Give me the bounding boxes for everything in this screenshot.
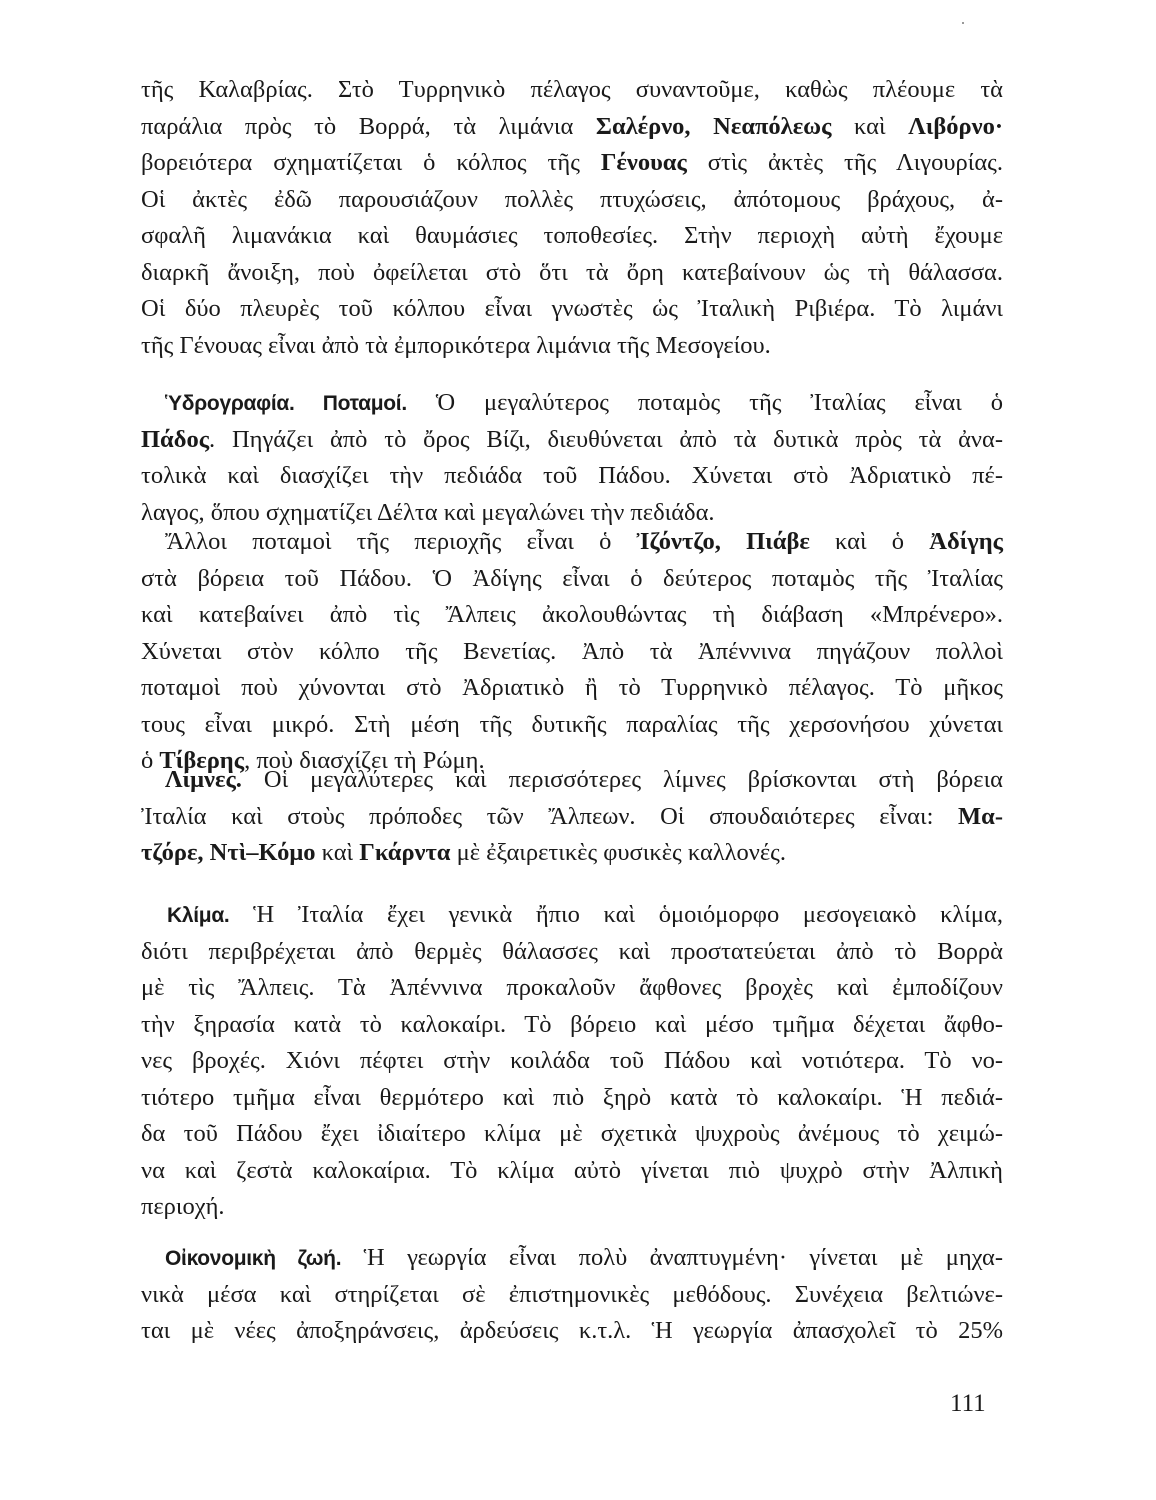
bold-term: τζόρε, Ντὶ–Κόμο [141,839,316,866]
paragraph-other-rivers [141,524,1003,780]
text-run: τους εἶναι μικρό. Στὴ μέση τῆς δυτικῆς παραλίας τῆς χερσονήσου χύνεται [141,710,1003,738]
paragraph-climate [141,897,1003,1226]
text-run: μὲ ἐξαιρετικὲς φυσικὲς καλλονές. [450,839,786,866]
text-line [141,218,1003,255]
text-run: Ἡ Ἰταλία ἔχει γενικὰ ἤπιο καὶ ὁμοιόμορφο μεσογειακὸ κλίμα, [229,901,1003,928]
text-run: νες βροχές. Χιόνι πέφτει στὴν κοιλάδα τοῦ Πάδου καὶ νοτιότερα. Τὸ νο- [141,1047,1003,1074]
text-line [141,707,1003,744]
paragraph-economy [141,1240,1003,1350]
text-line [141,422,1003,459]
text-run: Οἱ μεγαλύτερες καὶ περισσότερες λίμνες βρίσκονται στὴ βόρεια [241,766,1003,793]
text-line [141,182,1003,219]
section-heading: Οἰκονομικὴ ζωή. [165,1247,342,1270]
text-line [141,799,1003,836]
text-line [141,1043,1003,1080]
text-line [141,897,1003,934]
bold-term: Πάδος [141,425,210,453]
text-run: τὴν ξηρασία κατὰ τὸ καλοκαίρι. Τὸ βόρειο καὶ μέσο τμῆμα δέχεται ἄφθο- [141,1010,1003,1038]
bold-term: Λίμνες. [165,766,242,793]
bold-term: Ἀδίγης [929,528,1003,555]
text-run: βορειότερα σχηματίζεται ὁ κόλπος τῆς [141,149,601,176]
text-run: να καὶ ζεστὰ καλοκαίρια. Τὸ κλίμα αὐτὸ γίνεται πιὸ ψυχρὸ στὴν Ἀλπικὴ [141,1156,1003,1184]
bold-term: Σαλέρνο, Νεαπόλεως [595,112,832,140]
text-run: Οἱ δύο πλευρὲς τοῦ κόλπου εἶναι γνωστὲς ὡς Ἰταλικὴ Ριβιέρα. Τὸ λιμάνι [141,295,1003,322]
text-run: ποταμοὶ ποὺ χύνονται στὸ Ἀδριατικὸ ἢ τὸ Τυρρηνικὸ πέλαγος. Τὸ μῆκος [141,674,1003,701]
text-line [141,634,1003,671]
bold-term: Ἰζόντζο, Πιάβε [636,528,810,555]
text-run: ὁ [141,747,160,774]
text-run: διότι περιβρέχεται ἀπὸ θερμὲς θάλασσες καὶ προστατεύεται ἀπὸ τὸ Βορρὰ [141,937,1003,965]
text-run: καὶ ὁ [809,528,930,555]
text-line [141,1277,1003,1314]
text-run: καὶ [315,839,360,866]
bold-term: Τίβερης [159,747,245,774]
text-line [141,291,1003,328]
text-run: τῆς Γένουας εἶναι ἀπὸ τὰ ἐμπορικότερα λιμάνια τῆς Μεσογείου. [141,331,771,359]
scan-speck [962,22,964,24]
page-number: 111 [950,1390,986,1417]
text-line [141,385,1003,422]
paragraph-hydrography [141,385,1003,531]
text-run: σφαλῆ λιμανάκια καὶ θαυμάσιες τοποθεσίες. Στὴν περιοχὴ αὐτὴ ἔχουμε [141,222,1003,249]
text-line [141,970,1003,1007]
text-line [141,328,1003,365]
text-run: μὲ τὶς Ἄλπεις. Τὰ Ἀπέννινα προκαλοῦν ἄφθονες βροχὲς καὶ ἐμποδίζουν [141,974,1003,1001]
text-line [141,934,1003,971]
text-run: Οἱ ἀκτὲς ἐδῶ παρουσιάζουν πολλὲς πτυχώσεις, ἀπότομους βράχους, ἀ- [141,185,1003,213]
text-run: τῆς Καλαβρίας. Στὸ Τυρρηνικὸ πέλαγος συναντοῦμε, καθὼς πλέουμε τὰ [141,76,1003,103]
paragraph-coasts [141,72,1003,364]
text-run: , ποὺ διασχίζει τὴ Ρώμη. [244,747,485,774]
text-line [141,1116,1003,1153]
text-run: καὶ κατεβαίνει ἀπὸ τὶς Ἄλπεις ἀκολουθώντας τὴ διάβαση «Μπρένερο». [141,601,1003,628]
text-line [141,1007,1003,1044]
text-run: περιοχή. [141,1193,225,1220]
text-run: ται μὲ νέες ἀποξηράνσεις, ἀρδεύσεις κ.τ.λ. Ἡ γεωργία ἀπασχολεῖ τὸ 25% [141,1317,1003,1344]
text-line [141,458,1003,495]
text-run: Ὁ μεγαλύτερος ποταμὸς τῆς Ἰταλίας εἶναι ὁ [406,389,1003,416]
text-run: Ἡ γεωργία εἶναι πολὺ ἀναπτυγμένη· γίνεται μὲ μηχα- [341,1244,1003,1271]
text-run: Χύνεται στὸν κόλπο τῆς Βενετίας. Ἀπὸ τὰ Ἀπέννινα πηγάζουν πολλοὶ [141,637,1003,665]
text-line [141,835,1003,872]
text-line [141,145,1003,182]
text-run: λαγος, ὅπου σχηματίζει Δέλτα καὶ μεγαλώνει τὴν πεδιάδα. [141,498,715,526]
text-line [141,1153,1003,1190]
section-heading: Ὑδρογραφία. Ποταμοί. [165,392,407,415]
text-line [141,524,1003,561]
paragraph-lakes [141,762,1003,872]
text-line [141,1189,1003,1226]
text-run: παράλια πρὸς τὸ Βορρά, τὰ λιμάνια [141,112,596,140]
text-run: διαρκῆ ἄνοιξη, ποὺ ὀφείλεται στὸ ὅτι τὰ ὄρη κατεβαίνουν ὡς τὴ θάλασσα. [141,258,1003,286]
text-line [141,1240,1003,1277]
text-run: στὶς ἀκτὲς τῆς Λιγουρίας. [686,149,1003,176]
section-heading: Κλίμα. [167,904,230,927]
bold-term: Λιβόρνο· [908,112,1003,140]
text-line [141,597,1003,634]
text-line [141,1313,1003,1350]
bold-term: Γκάρντα [359,839,451,866]
text-run: τολικὰ καὶ διασχίζει τὴν πεδιάδα τοῦ Πάδου. Χύνεται στὸ Ἀδριατικὸ πέ- [141,462,1003,489]
bold-term: Γένουας [600,149,687,176]
text-run: τιότερο τμῆμα εἶναι θερμότερο καὶ πιὸ ξηρὸ κατὰ τὸ καλοκαίρι. Ἡ πεδιά- [141,1083,1003,1111]
text-line [141,670,1003,707]
text-run: Ἰταλία καὶ στοὺς πρόποδες τῶν Ἄλπεων. Οἱ σπουδαιότερες εἶναι: [141,802,959,830]
text-line [141,762,1003,799]
text-line [141,1080,1003,1117]
text-line [141,72,1003,109]
text-run: στὰ βόρεια τοῦ Πάδου. Ὁ Ἀδίγης εἶναι ὁ δεύτερος ποταμὸς τῆς Ἰταλίας [141,564,1003,592]
bold-term: Μα- [958,802,1003,830]
text-line [141,255,1003,292]
text-run: . Πηγάζει ἀπὸ τὸ ὄρος Βίζι, διευθύνεται ἀπὸ τὰ δυτικὰ πρὸς τὰ ἀνα- [209,425,1003,453]
text-run: καὶ [831,112,909,140]
text-run: δα τοῦ Πάδου ἔχει ἰδιαίτερο κλίμα μὲ σχετικὰ ψυχροὺς ἀνέμους τὸ χειμώ- [141,1120,1003,1147]
text-run: Ἄλλοι ποταμοὶ τῆς περιοχῆς εἶναι ὁ [165,528,637,555]
text-line [141,561,1003,598]
text-run: νικὰ μέσα καὶ στηρίζεται σὲ ἐπιστημονικὲς μεθόδους. Συνέχεια βελτιώνε- [141,1280,1003,1308]
text-line [141,109,1003,146]
